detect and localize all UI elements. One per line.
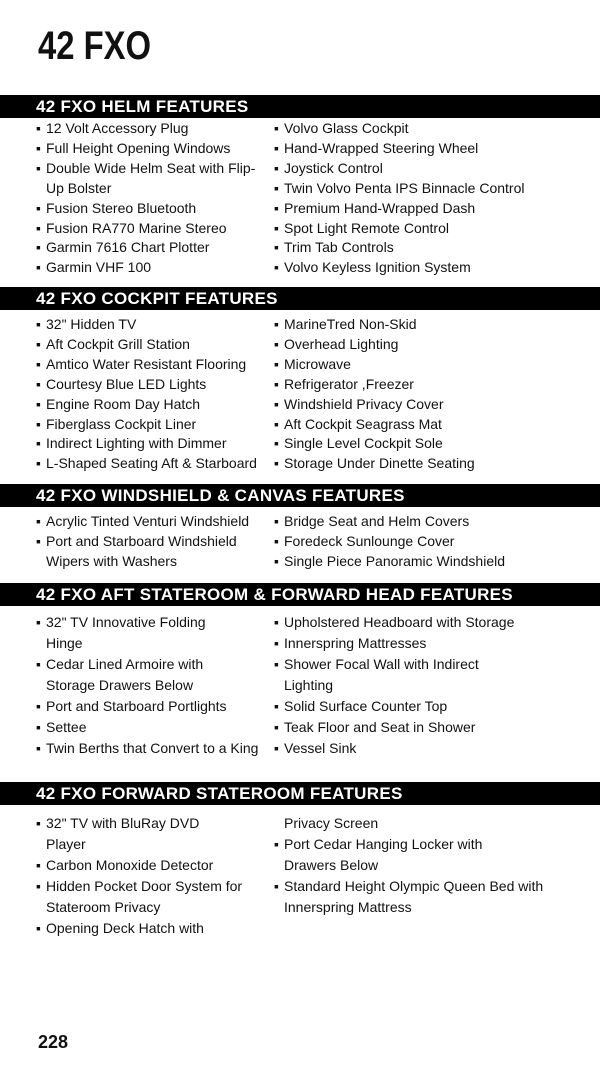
list-item: ▪ 32" Hidden TV — [36, 316, 137, 332]
right-column — [274, 512, 574, 572]
list-item: ▪ Double Wide Helm Seat with Flip-Up Bolster — [36, 159, 256, 196]
section-forward-stateroom — [0, 782, 600, 936]
list-item: ▪ Teak Floor and Seat in Shower — [274, 719, 476, 735]
list-item: ▪ Garmin 7616 Chart Plotter — [36, 239, 210, 256]
list-item: ▪ Twin Volvo Penta IPS Binnacle Control — [274, 179, 525, 196]
right-column — [274, 612, 574, 759]
list-item: ▪ Vessel Sink — [274, 740, 357, 756]
section-helm — [0, 95, 600, 276]
list-item: ▪ Amtico Water Resistant Flooring — [36, 355, 247, 372]
list-item: ▪ Settee — [36, 719, 87, 735]
list-item: ▪ Carbon Monoxide Detector — [36, 857, 214, 873]
list-item: ▪ Microwave — [274, 355, 351, 372]
section-cockpit — [0, 287, 600, 472]
right-column — [274, 813, 574, 918]
list-item: ▪ Acrylic Tinted Venturi Windshield — [36, 513, 250, 529]
section-heading: 42 FXO COCKPIT FEATURES — [0, 287, 600, 310]
list-item: ▪ Single Level Cockpit Sole — [274, 435, 443, 452]
list-item: ▪ Cedar Lined Armoire with Storage Drawers Below — [36, 656, 208, 693]
list-item: ▪ Fiberglass Cockpit Liner — [36, 415, 197, 432]
list-item: ▪ Volvo Keyless Ignition System — [274, 259, 471, 276]
list-item: ▪ Windshield Privacy Cover — [274, 395, 444, 412]
list-item: ▪ Port and Starboard Windshield Wipers with Washers — [36, 532, 241, 569]
left-column — [36, 813, 274, 939]
list-item: ▪ Premium Hand-Wrapped Dash — [274, 199, 476, 216]
list-item: ▪ Foredeck Sunlounge Cover — [274, 532, 455, 549]
section-heading: 42 FXO HELM FEATURES — [0, 95, 600, 118]
list-item: ▪ Standard Height Olympic Queen Bed with Innerspring Mattress — [274, 878, 548, 915]
list-item: ▪ Overhead Lighting — [274, 335, 399, 352]
section-windshield-canvas — [0, 484, 600, 569]
list-item: ▪ 12 Volt Accessory Plug — [36, 120, 189, 136]
left-column — [36, 512, 274, 572]
list-item: ▪ Hidden Pocket Door System for Stateroom Privacy — [36, 878, 246, 915]
list-item: ▪ Engine Room Day Hatch — [36, 395, 201, 412]
list-item: ▪ Refrigerator ,Freezer — [274, 375, 414, 392]
section-heading: 42 FXO FORWARD STATEROOM FEATURES — [0, 782, 600, 805]
list-item: ▪ Spot Light Remote Control — [274, 219, 449, 236]
list-item: ▪ Courtesy Blue LED Lights — [36, 375, 207, 392]
list-item: ▪ Bridge Seat and Helm Covers — [274, 513, 470, 529]
left-column — [36, 119, 274, 278]
list-item: ▪ 32" TV with BluRay DVD Player — [36, 815, 204, 852]
list-item: ▪ Aft Cockpit Seagrass Mat — [274, 415, 442, 432]
list-item: ▪ 32" TV Innovative Folding Hinge — [36, 614, 210, 651]
list-item: ▪ L-Shaped Seating Aft & Starboard — [36, 455, 257, 472]
list-item: ▪ Full Height Opening Windows — [36, 139, 231, 156]
page-number: 228 — [38, 1032, 69, 1052]
list-item: ▪ Storage Under Dinette Seating — [274, 455, 475, 472]
list-item: ▪ Aft Cockpit Grill Station — [36, 335, 190, 352]
left-column — [36, 315, 274, 474]
list-item: ▪ MarineTred Non-Skid — [274, 316, 417, 332]
list-item: ▪ Port and Starboard Portlights — [36, 698, 227, 714]
list-item: ▪ Port Cedar Hanging Locker with Drawers Below — [274, 836, 487, 873]
list-item: ▪ Upholstered Headboard with Storage — [274, 614, 515, 630]
list-item: ▪ Fusion Stereo Bluetooth — [36, 199, 197, 216]
list-item: ▪ Single Piece Panoramic Windshield — [274, 552, 505, 569]
list-item: ▪ Shower Focal Wall with Indirect Lighting — [274, 656, 483, 693]
section-aft-stateroom-forward-head — [0, 583, 600, 756]
list-item: ▪ Solid Surface Counter Top — [274, 698, 448, 714]
list-item: ▪ Opening Deck Hatch with — [36, 920, 204, 936]
section-heading: 42 FXO AFT STATEROOM & FORWARD HEAD FEATURES — [0, 583, 600, 606]
right-column — [274, 119, 574, 278]
list-item: ▪ Indirect Lighting with Dimmer — [36, 435, 227, 452]
list-item: Privacy Screen — [284, 815, 379, 831]
list-item: ▪ Hand-Wrapped Steering Wheel — [274, 139, 479, 156]
list-item: ▪ Fusion RA770 Marine Stereo — [36, 219, 227, 236]
list-item: ▪ Innerspring Mattresses — [274, 635, 427, 651]
page-title: 42 FXO — [38, 24, 152, 68]
list-item: ▪ Trim Tab Controls — [274, 239, 394, 256]
section-heading: 42 FXO WINDSHIELD & CANVAS FEATURES — [0, 484, 600, 507]
left-column — [36, 612, 274, 759]
list-item: ▪ Volvo Glass Cockpit — [274, 120, 409, 136]
list-item: ▪ Twin Berths that Convert to a King — [36, 740, 259, 756]
list-item: ▪ Joystick Control — [274, 159, 383, 176]
list-item: ▪ Garmin VHF 100 — [36, 259, 152, 276]
right-column — [274, 315, 574, 474]
